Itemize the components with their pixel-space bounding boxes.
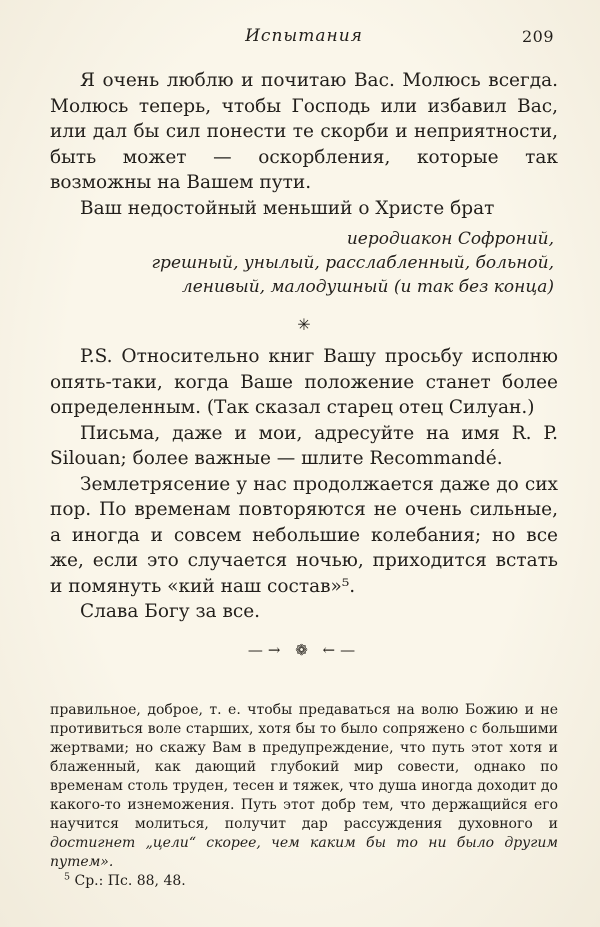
main-text bbox=[50, 68, 558, 891]
asterisk-ornament-icon: ✳ bbox=[297, 315, 311, 334]
running-title: Испытания bbox=[245, 26, 363, 46]
footnote-reference-text: Ср.: Пс. 88, 48. bbox=[70, 872, 186, 889]
footnote-reference bbox=[50, 872, 558, 891]
postscript-paragraph: P.S. Относительно книг Вашу просьбу исполню опять-таки, когда Ваше положение станет более определенным. (Так сказал старец отец Силуан.) bbox=[50, 346, 558, 418]
signature-line: ленивый, малодушный (и так без конца) bbox=[181, 277, 554, 297]
footnote-marker: 5 bbox=[64, 870, 71, 882]
footnote-continuation bbox=[50, 701, 558, 872]
postscript-paragraph: Письма, даже и мои, адресуйте на имя R. P. Silouan; более важные — шлите Recommandé. bbox=[50, 422, 558, 469]
footnote-text-italic: достигнет „цели“ скорее, чем каким бы то ни было другим путем». bbox=[50, 834, 558, 870]
signature-line: грешный, унылый, расслабленный, больной, bbox=[151, 253, 554, 273]
postscript-paragraph: Слава Богу за все. bbox=[80, 601, 261, 622]
signature-line: иеродиакон Софроний, bbox=[346, 229, 554, 249]
flower-divider-icon: —→ ❁ ←— bbox=[247, 640, 361, 659]
footnote-text-regular: правильное, доброе, т. е. чтобы предаваться на волю Божию и не противиться воле старших, хотя бы то было сопряжено с большими жертвами; но скажу Вам в предупреждение, что путь этот хотя и блаженный, как дающий глубокий мир совести, однако по временам столь труден, тесен и тяжек, что душа иногда доходит до какого-то изнеможения. Путь этот добр тем, что держащийся его научится молиться, получит дар рассуждения духовного и bbox=[50, 701, 558, 832]
page-header bbox=[50, 26, 558, 50]
signature-block bbox=[50, 227, 554, 299]
paragraph: Я очень люблю и почитаю Вас. Молюсь всегда. Молюсь теперь, чтобы Господь или избавил Вас, или дал бы сил понести те скорби и неприятности, быть может — оскорбления, которые так возможны на Вашем пути. bbox=[50, 70, 558, 193]
page-number: 209 bbox=[521, 27, 554, 46]
postscript-paragraph: Землетрясение у нас продолжается даже до сих пор. По временам повторяются не очень сильные, а иногда и совсем небольшие колебания; но все же, если это случается ночью, приходится встать и помянуть «кий наш состав»⁵. bbox=[50, 473, 558, 597]
paragraph: Ваш недостойный меньший о Христе брат bbox=[80, 197, 495, 219]
footnote-block bbox=[50, 701, 558, 891]
